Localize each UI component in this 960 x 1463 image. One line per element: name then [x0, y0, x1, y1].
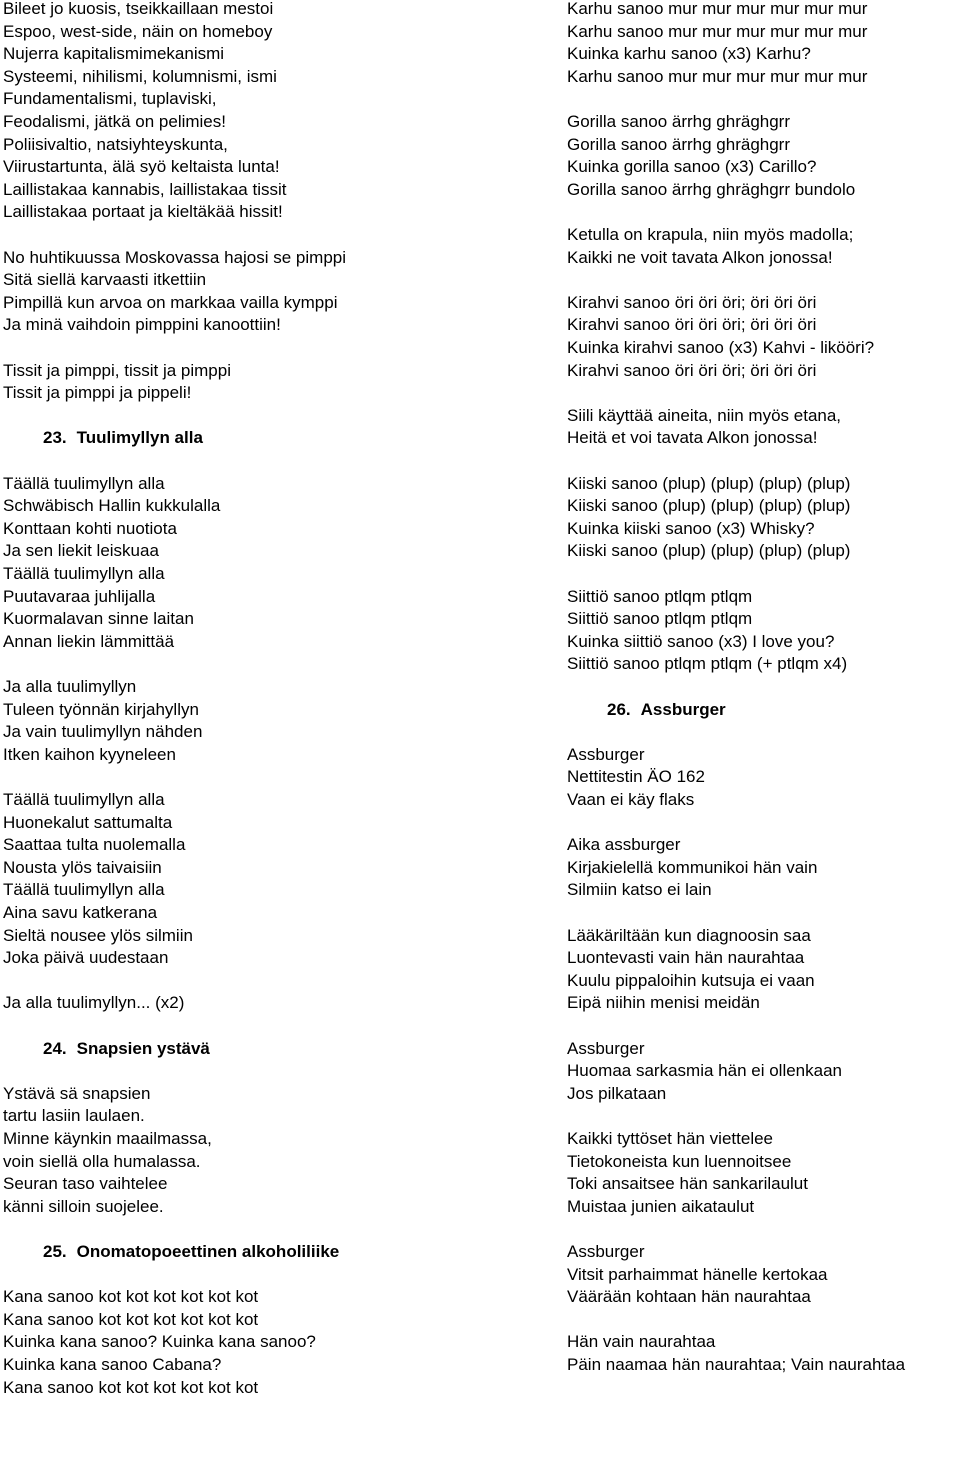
text-line: Kuinka siittiö sanoo (x3) I love you? — [567, 631, 835, 651]
text-line: Siili käyttää aineita, niin myös etana, — [567, 405, 842, 425]
text-line: Kaikki ne voit tavata Alkon jonossa! — [567, 247, 833, 267]
text-line: Siittiö sanoo ptlqm ptlqm (+ ptlqm x4) — [567, 654, 848, 674]
text-line: Kirahvi sanoo öri öri öri; öri öri öri — [567, 360, 817, 380]
text-line: Muistaa junien aikataulut — [567, 1196, 755, 1216]
text-line: voin siellä olla humalassa. — [3, 1151, 201, 1171]
text-line: Huonekalut sattumalta — [3, 812, 173, 832]
text-line: Saattaa tulta nuolemalla — [3, 835, 186, 855]
text-line: Vaan ei käy flaks — [567, 790, 695, 809]
text-line: Tuleen työnnän kirjahyllyn — [3, 699, 199, 719]
text-line: Väärään kohtaan hän naurahtaa — [567, 1287, 811, 1307]
section-title — [43, 1241, 339, 1263]
text-line: Espoo, west-side, näin on homeboy — [3, 21, 273, 41]
text-line: Kuormalavan sinne laitan — [3, 609, 194, 629]
section-title-text: Tuulimyllyn alla — [76, 428, 203, 448]
text-line: känni silloin suojelee. — [3, 1196, 164, 1216]
text-line: No huhtikuussa Moskovassa hajosi se pimppi — [3, 247, 347, 267]
text-line: Bileet jo kuosis, tseikkaillaan mestoi — [3, 0, 274, 18]
text-line: Kuinka gorilla sanoo (x3) Carillo? — [567, 157, 817, 177]
text-line: Kana sanoo kot kot kot kot kot kot — [3, 1309, 259, 1329]
section-title — [43, 427, 203, 449]
text-line: Ketulla on krapula, niin myös madolla; — [567, 225, 854, 244]
text-line: Ja alla tuulimyllyn... (x2) — [3, 993, 185, 1013]
text-line: Jos pilkataan — [567, 1083, 667, 1103]
text-line: Schwäbisch Hallin kukkulalla — [3, 496, 221, 516]
text-line: Täällä tuulimyllyn alla — [3, 564, 165, 583]
text-line: Gorilla sanoo ärrhg ghräghgrr bundolo — [567, 179, 856, 199]
text-line: Gorilla sanoo ärrhg ghräghgrr — [567, 112, 791, 131]
text-line: Kana sanoo kot kot kot kot kot kot — [3, 1287, 259, 1307]
text-line: Toki ansaitsee hän sankarilaulut — [567, 1174, 808, 1194]
text-line: Gorilla sanoo ärrhg ghräghgrr — [567, 134, 791, 154]
text-line: Silmiin katso ei lain — [567, 880, 712, 900]
text-line: Täällä tuulimyllyn alla — [3, 473, 165, 493]
text-line: Kuinka kana sanoo? Kuinka kana sanoo? — [3, 1332, 316, 1352]
section-number: 25. — [43, 1242, 67, 1261]
text-line: Viirustartunta, älä syö keltaista lunta! — [3, 157, 280, 177]
text-line: Kana sanoo kot kot kot kot kot kot — [3, 1377, 259, 1397]
section-number: 26. — [607, 699, 631, 719]
text-line: Tissit ja pimppi, tissit ja pimppi — [3, 360, 231, 380]
text-line: Karhu sanoo mur mur mur mur mur mur — [567, 21, 868, 41]
text-line: Sitä siellä karvaasti itkettiin — [3, 270, 207, 290]
text-line: Sieltä nousee ylös silmiin — [3, 925, 193, 945]
text-line: Vitsit parhaimmat hänelle kertokaa — [567, 1264, 828, 1284]
text-line: Kiiski sanoo (plup) (plup) (plup) (plup) — [567, 541, 851, 561]
text-line: Laillistakaa portaat ja kieltäkää hissit! — [3, 202, 283, 222]
text-line: Kuulu pippaloihin kutsuja ei vaan — [567, 970, 815, 990]
text-line: Tietokoneista kun luennoitsee — [567, 1151, 792, 1171]
text-line: Aika assburger — [567, 835, 681, 855]
text-line: Päin naamaa hän naurahtaa; Vain naurahtaa — [567, 1355, 906, 1374]
text-line: Itken kaihon kyyneleen — [3, 744, 176, 764]
section-title-text: Assburger — [640, 699, 726, 719]
text-line: Nujerra kapitalismimekanismi — [3, 44, 225, 64]
text-line: Kaikki tyttöset hän viettelee — [567, 1129, 774, 1148]
section-title-text: Onomatopoeettinen alkoholiliike — [76, 1242, 340, 1261]
section-title — [43, 1038, 210, 1060]
text-line: Kuinka karhu sanoo (x3) Karhu? — [567, 44, 811, 64]
text-line: Joka päivä uudestaan — [3, 948, 169, 968]
text-line: Ja minä vaihdoin pimppini kanoottiin! — [3, 315, 281, 335]
text-line: Kuinka kiiski sanoo (x3) Whisky? — [567, 518, 815, 538]
text-line: Tissit ja pimppi ja pippeli! — [3, 383, 192, 403]
text-line: Täällä tuulimyllyn alla — [3, 880, 165, 900]
text-line: Ja alla tuulimyllyn — [3, 677, 137, 696]
text-line: Kuinka kana sanoo Cabana? — [3, 1355, 222, 1374]
section-number: 24. — [43, 1038, 67, 1058]
text-line: Pimpillä kun arvoa on markkaa vailla kymppi — [3, 292, 338, 312]
text-line: Feodalismi, jätkä on pelimies! — [3, 112, 226, 131]
text-line: Puutavaraa juhlijalla — [3, 586, 156, 606]
text-line: Heitä et voi tavata Alkon jonossa! — [567, 428, 818, 448]
text-line: Lääkäriltään kun diagnoosin saa — [567, 925, 811, 945]
text-line: Siittiö sanoo ptlqm ptlqm — [567, 586, 753, 606]
text-line: Huomaa sarkasmia hän ei ollenkaan — [567, 1061, 842, 1081]
text-line: Assburger — [567, 1038, 645, 1058]
text-line: Ystävä sä snapsien — [3, 1083, 151, 1103]
section-number: 23. — [43, 428, 67, 448]
text-line: Laillistakaa kannabis, laillistakaa tissit — [3, 179, 287, 199]
text-line: Kuinka kirahvi sanoo (x3) Kahvi - likööri? — [567, 338, 875, 357]
text-line: Seuran taso vaihtelee — [3, 1174, 168, 1194]
text-line: Minne käynkin maailmassa, — [3, 1129, 212, 1148]
text-line: Nettitestin ÄO 162 — [567, 767, 705, 787]
text-line: Ja sen liekit leiskuaa — [3, 541, 159, 561]
section-title-text: Snapsien ystävä — [76, 1038, 210, 1058]
text-line: Annan liekin lämmittää — [3, 631, 175, 651]
text-line: Systeemi, nihilismi, kolumnismi, ismi — [3, 66, 277, 86]
text-line: Assburger — [567, 744, 645, 764]
text-line: Konttaan kohti nuotiota — [3, 518, 177, 538]
text-line: Kirahvi sanoo öri öri öri; öri öri öri — [567, 315, 817, 335]
text-line: Poliisivaltio, natsiyhteyskunta, — [3, 134, 228, 154]
text-line: Aina savu katkerana — [3, 903, 158, 922]
text-line: Siittiö sanoo ptlqm ptlqm — [567, 609, 753, 629]
text-line: Nousta ylös taivaisiin — [3, 857, 162, 877]
text-line: Täällä tuulimyllyn alla — [3, 790, 165, 809]
text-line: Kiiski sanoo (plup) (plup) (plup) (plup) — [567, 496, 851, 516]
text-line: Kirjakielellä kommunikoi hän vain — [567, 857, 818, 877]
text-line: tartu lasiin laulaen. — [3, 1106, 145, 1126]
text-line: Ja vain tuulimyllyn nähden — [3, 722, 203, 742]
text-line: Karhu sanoo mur mur mur mur mur mur — [567, 66, 868, 86]
section-title — [607, 699, 726, 721]
text-line: Luontevasti vain hän naurahtaa — [567, 948, 805, 968]
text-line: Karhu sanoo mur mur mur mur mur mur — [567, 0, 868, 18]
text-line: Kiiski sanoo (plup) (plup) (plup) (plup) — [567, 473, 851, 493]
text-line: Eipä niihin menisi meidän — [567, 993, 760, 1013]
text-line: Kirahvi sanoo öri öri öri; öri öri öri — [567, 292, 817, 312]
text-line: Hän vain naurahtaa — [567, 1332, 716, 1352]
text-line: Assburger — [567, 1242, 645, 1261]
text-line: Fundamentalismi, tuplaviski, — [3, 89, 217, 109]
